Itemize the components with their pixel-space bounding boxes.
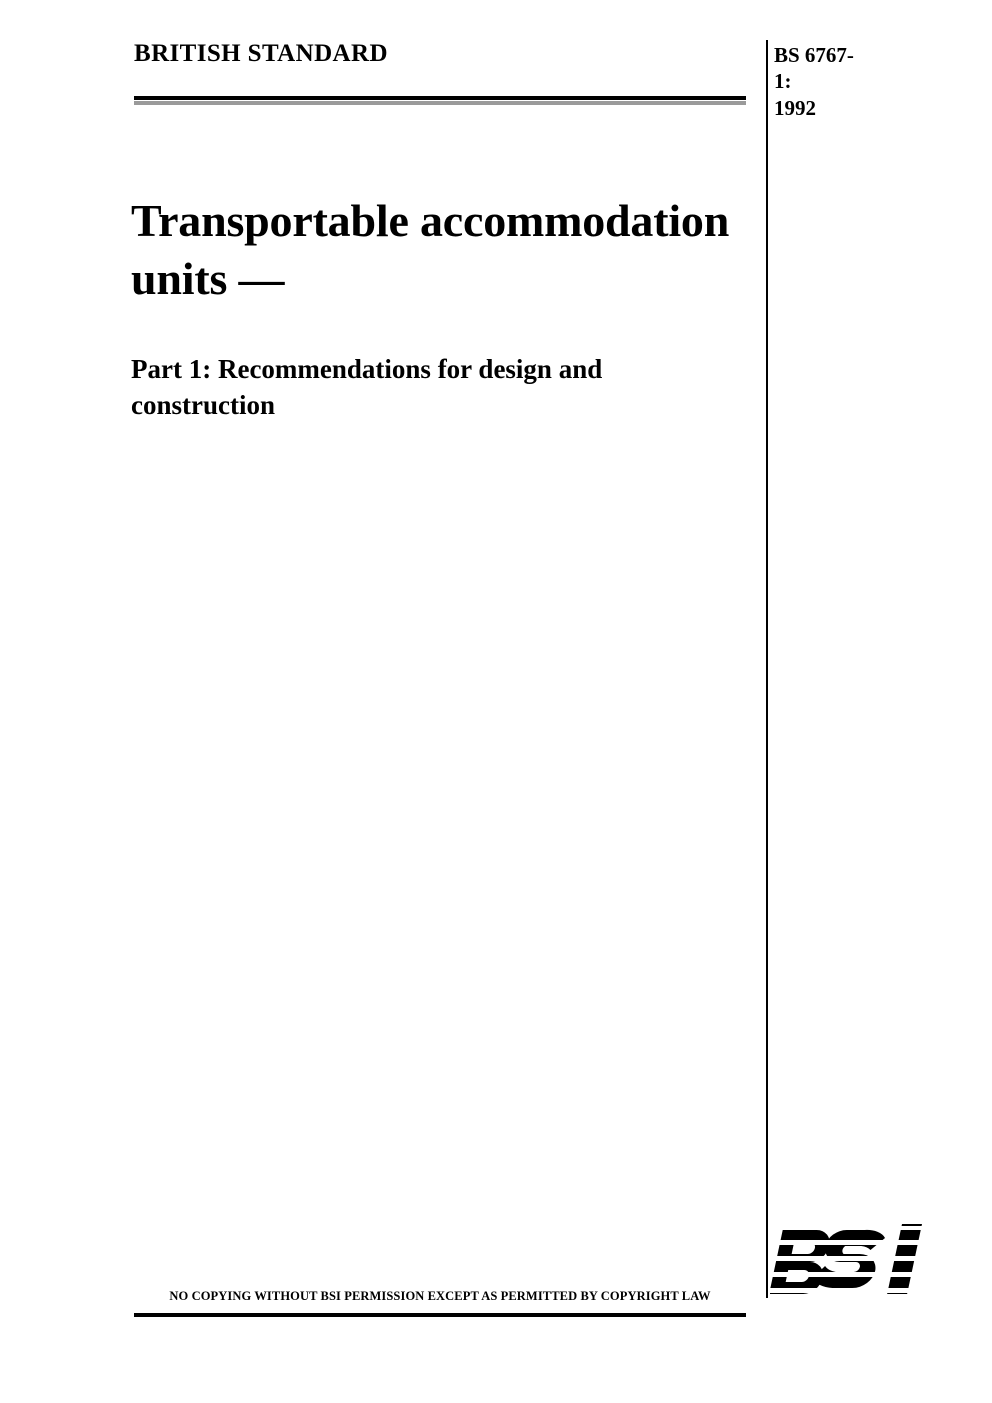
bsi-logo-icon [770,1224,950,1320]
page-title: Transportable accommodation units — [131,195,730,304]
footer-rule [134,1313,746,1317]
page-subtitle: Part 1: Recommendations for design and construction [131,353,603,420]
vertical-divider [766,40,768,1298]
header-rule-grey [134,101,746,105]
standard-reference [774,42,858,121]
standard-reference-number: BS 6767-1: [774,43,854,94]
copyright-notice: NO COPYING WITHOUT BSI PERMISSION EXCEPT AS PERMITTED BY COPYRIGHT LAW [169,1289,711,1303]
british-standard-label: BRITISH STANDARD [134,40,388,67]
standard-reference-year: 1992 [774,95,816,120]
title-block [131,192,751,423]
header-rule [134,96,746,105]
header-rule-black [134,96,746,100]
